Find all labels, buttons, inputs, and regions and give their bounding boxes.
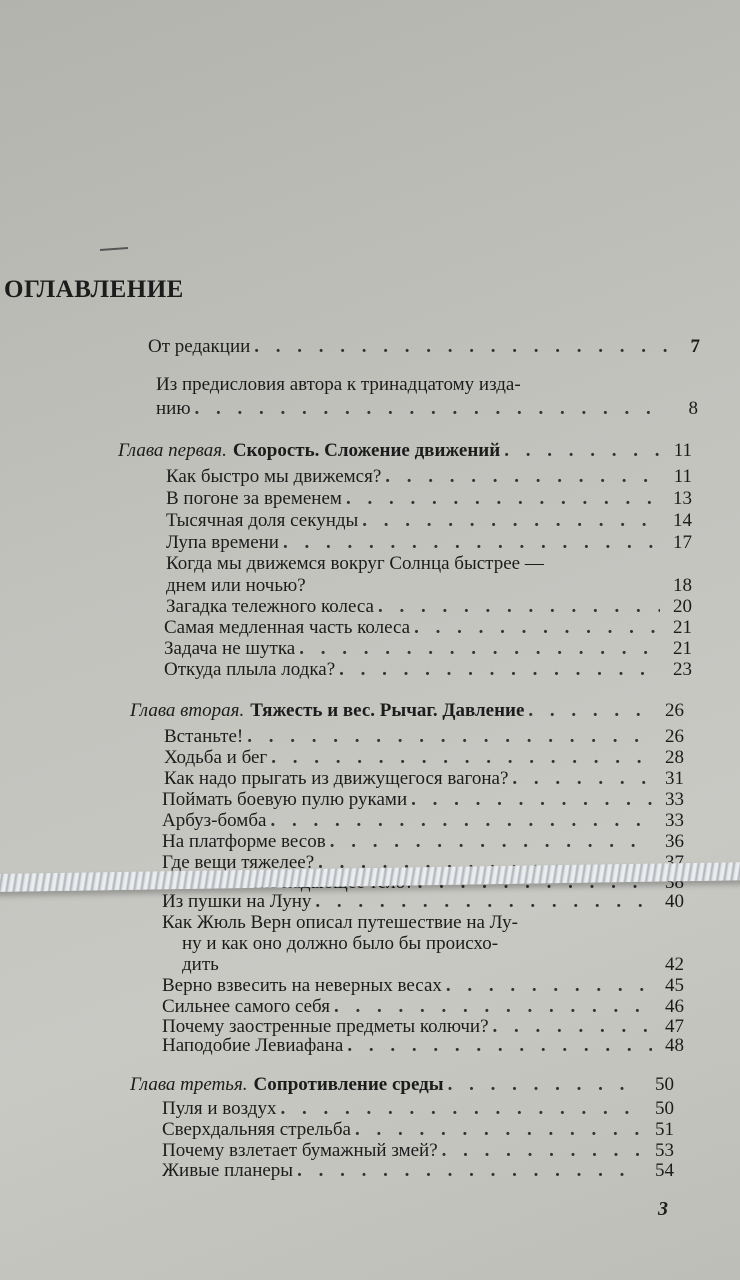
- toc-entry: Сильнее самого себя . . . 46: [162, 996, 684, 1017]
- toc-entry: Ходьба и бег . . . 28: [164, 747, 684, 768]
- toc-entry: Из предисловия автора к тринадцатому изда-: [156, 374, 521, 395]
- dot-leader: [442, 1140, 642, 1161]
- toc-entry: Арбуз-бомба . . . 33: [162, 810, 684, 831]
- toc-entry: В погоне за временем . . . 13: [166, 488, 692, 509]
- dot-leader: [271, 747, 652, 768]
- dot-leader: [411, 789, 652, 810]
- toc-entry: Когда мы движемся вокруг Солнца быстрее —: [166, 553, 544, 574]
- toc-entry: Сверхдальняя стрельба . . . 51: [162, 1119, 674, 1140]
- toc-entry: На платформе весов . . . 36: [162, 831, 684, 852]
- chapter-heading: Глава третья. Сопротивление среды . . . 50: [130, 1074, 674, 1095]
- toc-entry-continuation: днем или ночью? 18: [166, 575, 692, 596]
- dot-leader: [414, 617, 660, 638]
- chapter-heading: Глава вторая. Тяжесть и вес. Рычаг. Давление . . . 26: [130, 700, 684, 721]
- toc-entry: Наподобие Левиафана . . . 48: [162, 1035, 684, 1056]
- toc-entry: . . . 38: [162, 872, 684, 893]
- dot-leader: [247, 726, 652, 747]
- toc-entry-continuation: дить 42: [182, 954, 684, 975]
- dot-leader: [528, 700, 652, 721]
- dot-leader: [254, 336, 668, 357]
- toc-entry: Тысячная доля секунды . . . 14: [166, 510, 692, 531]
- toc-entry: От редакции . . . 7: [148, 336, 700, 357]
- chapter-heading: Глава первая. Скорость. Сложение движений . . . 11: [118, 440, 692, 461]
- dot-leader: [297, 1160, 642, 1181]
- pencil-mark: [100, 247, 128, 251]
- dot-leader: [280, 1098, 642, 1119]
- dot-leader: [195, 398, 666, 419]
- toc-entry: Где вещи тяжелее? . . .: [162, 852, 684, 873]
- dot-leader: [330, 831, 652, 852]
- dot-leader: [385, 466, 660, 487]
- dot-leader: [512, 768, 652, 789]
- dot-leader: [339, 659, 660, 680]
- toc-entry: Загадка тележного колеса . . . 20: [166, 596, 692, 617]
- toc-entry: Пуля и воздух . . . 50: [162, 1098, 674, 1119]
- dot-leader: [299, 638, 660, 659]
- dot-leader: [346, 488, 660, 509]
- dot-leader: [446, 975, 652, 996]
- toc-entry: Поймать боевую пулю руками . . . 33: [162, 789, 684, 810]
- toc-entry-continuation: нию . . . 8: [156, 398, 698, 419]
- toc-entry: Лупа времени . . . 17: [166, 532, 692, 553]
- dot-leader: [355, 1119, 642, 1140]
- toc-entry: Задача не шутка . . . 21: [164, 638, 692, 659]
- dot-leader: [334, 996, 652, 1017]
- toc-entry: Почему взлетает бумажный змей? . . . 53: [162, 1140, 674, 1161]
- dot-leader: [347, 1035, 652, 1056]
- dot-leader: [448, 1074, 642, 1095]
- dot-leader: [362, 510, 660, 531]
- contents-heading: ОГЛАВЛЕНИЕ: [4, 276, 184, 303]
- page-number: 3: [658, 1198, 668, 1220]
- dot-leader: [315, 891, 652, 912]
- toc-entry: Откуда плыла лодка? . . . 23: [164, 659, 692, 680]
- toc-entry: Как надо прыгать из движущегося вагона? . . . 31: [164, 768, 684, 789]
- toc-entry: Как быстро мы движемся? . . . 11: [166, 466, 692, 487]
- dot-leader: [504, 440, 660, 461]
- toc-entry: Почему заостренные предметы колючи? . . . 47: [162, 1016, 684, 1037]
- toc-entry: Из пушки на Луну . . . 40: [162, 891, 684, 912]
- toc-entry: Верно взвесить на неверных весах . . . 45: [162, 975, 684, 996]
- dot-leader: [493, 1016, 652, 1037]
- dot-leader: [283, 532, 660, 553]
- toc-entry: Как Жюль Верн описал путешествие на Лу-: [162, 912, 518, 933]
- toc-entry: Живые планеры . . . 54: [162, 1160, 674, 1181]
- toc-entry-continuation: ну и как оно должно было бы происхо-: [182, 933, 499, 954]
- toc-entry: Самая медленная часть колеса . . . 21: [164, 617, 692, 638]
- dot-leader: [270, 810, 652, 831]
- toc-entry: Встаньте! . . . 26: [164, 726, 684, 747]
- dot-leader: [378, 596, 660, 617]
